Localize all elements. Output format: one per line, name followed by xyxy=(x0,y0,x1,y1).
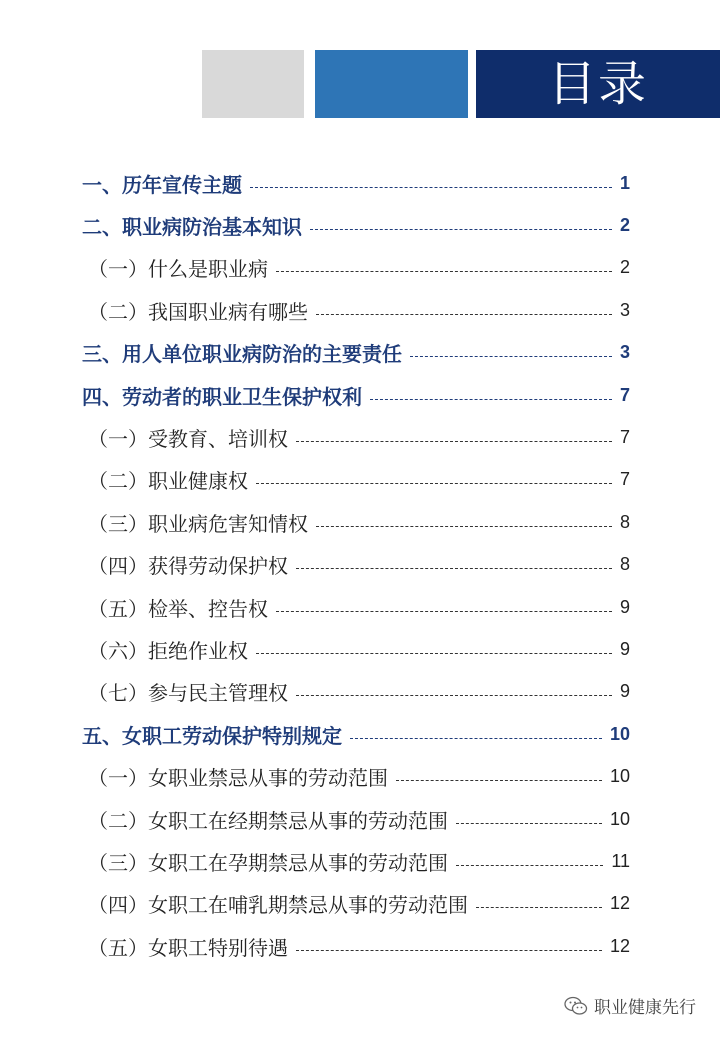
toc-page-number: 12 xyxy=(609,935,630,956)
toc-entry-label: （四）获得劳动保护权 xyxy=(88,554,288,579)
toc-section-entry[interactable] xyxy=(82,416,630,458)
toc-entry-label: （一）什么是职业病 xyxy=(88,257,268,282)
toc-page-number: 10 xyxy=(609,723,630,744)
toc-section-entry[interactable] xyxy=(82,925,630,967)
toc-entry-label: （六）拒绝作业权 xyxy=(88,638,248,663)
toc-entry-label: （三）职业病危害知情权 xyxy=(88,511,308,536)
toc-dot-leader xyxy=(316,526,612,527)
toc-page-number: 2 xyxy=(619,215,630,236)
toc-page-number: 3 xyxy=(619,342,630,363)
header-blue-block xyxy=(315,50,468,118)
toc-page-number: 7 xyxy=(619,384,630,405)
toc-dot-leader xyxy=(296,695,612,696)
toc-entry-label: 三、用人单位职业病防治的主要责任 xyxy=(82,342,402,367)
toc-chapter-entry[interactable] xyxy=(82,332,630,374)
toc-dot-leader xyxy=(370,399,612,400)
toc-dot-leader xyxy=(456,823,602,824)
wechat-icon xyxy=(564,996,588,1016)
toc-entry-label: （二）女职工在经期禁忌从事的劳动范围 xyxy=(88,808,448,833)
toc-page-number: 12 xyxy=(609,893,630,914)
toc-page-number: 8 xyxy=(619,511,630,532)
toc-dot-leader xyxy=(256,483,612,484)
toc-page-number: 10 xyxy=(609,808,630,829)
toc-section-entry[interactable] xyxy=(82,289,630,331)
toc-chapter-entry[interactable] xyxy=(82,713,630,755)
toc-chapter-entry[interactable] xyxy=(82,162,630,204)
toc-chapter-entry[interactable] xyxy=(82,204,630,246)
toc-entry-label: （三）女职工在孕期禁忌从事的劳动范围 xyxy=(88,850,448,875)
toc-section-entry[interactable] xyxy=(82,883,630,925)
toc-page-number: 7 xyxy=(619,427,630,448)
toc-section-entry[interactable] xyxy=(82,840,630,882)
toc-entry-label: （七）参与民主管理权 xyxy=(88,681,288,706)
toc-section-entry[interactable] xyxy=(82,247,630,289)
toc-dot-leader xyxy=(256,653,612,654)
watermark-text: 职业健康先行 xyxy=(594,998,696,1018)
toc-page-number: 8 xyxy=(619,554,630,575)
toc-section-entry[interactable] xyxy=(82,501,630,543)
toc-dot-leader xyxy=(476,907,602,908)
toc-page-number: 1 xyxy=(619,172,630,193)
toc-dot-leader xyxy=(410,356,612,357)
toc-entry-label: （二）我国职业病有哪些 xyxy=(88,299,308,324)
toc-dot-leader xyxy=(276,611,612,612)
toc-page-number: 11 xyxy=(611,850,630,871)
toc-entry-label: 二、职业病防治基本知识 xyxy=(82,215,302,240)
toc-section-entry[interactable] xyxy=(82,671,630,713)
toc-dot-leader xyxy=(316,314,612,315)
toc-dot-leader xyxy=(396,780,602,781)
toc-page-number: 9 xyxy=(619,638,630,659)
toc-dot-leader xyxy=(276,271,612,272)
header-gray-block xyxy=(202,50,304,118)
toc-section-entry[interactable] xyxy=(82,544,630,586)
toc-entry-label: 四、劳动者的职业卫生保护权利 xyxy=(82,384,362,409)
page-title: 目录 xyxy=(547,56,648,112)
toc-dot-leader xyxy=(296,950,602,951)
toc-dot-leader xyxy=(296,568,612,569)
toc-section-entry[interactable] xyxy=(82,755,630,797)
toc-page-number: 7 xyxy=(619,469,630,490)
toc-section-entry[interactable] xyxy=(82,628,630,670)
toc-entry-label: （一）受教育、培训权 xyxy=(88,427,288,452)
watermark xyxy=(564,993,696,1018)
toc-section-entry[interactable] xyxy=(82,798,630,840)
toc-dot-leader xyxy=(296,441,612,442)
toc-page-number: 10 xyxy=(609,766,630,787)
toc-entry-label: （五）女职工特别待遇 xyxy=(88,935,288,960)
table-of-contents xyxy=(82,162,630,967)
toc-page-number: 9 xyxy=(619,596,630,617)
toc-entry-label: （五）检举、控告权 xyxy=(88,596,268,621)
toc-dot-leader xyxy=(310,229,612,230)
toc-page-number: 9 xyxy=(619,681,630,702)
toc-entry-label: （二）职业健康权 xyxy=(88,469,248,494)
toc-entry-label: 五、女职工劳动保护特别规定 xyxy=(82,723,342,748)
toc-dot-leader xyxy=(250,187,612,188)
toc-section-entry[interactable] xyxy=(82,459,630,501)
toc-page-number: 2 xyxy=(619,257,630,278)
toc-entry-label: （一）女职业禁忌从事的劳动范围 xyxy=(88,766,388,791)
toc-dot-leader xyxy=(350,738,602,739)
toc-chapter-entry[interactable] xyxy=(82,374,630,416)
toc-section-entry[interactable] xyxy=(82,586,630,628)
toc-entry-label: （四）女职工在哺乳期禁忌从事的劳动范围 xyxy=(88,893,468,918)
toc-dot-leader xyxy=(456,865,603,866)
toc-entry-label: 一、历年宣传主题 xyxy=(82,172,242,197)
toc-page-number: 3 xyxy=(619,299,630,320)
